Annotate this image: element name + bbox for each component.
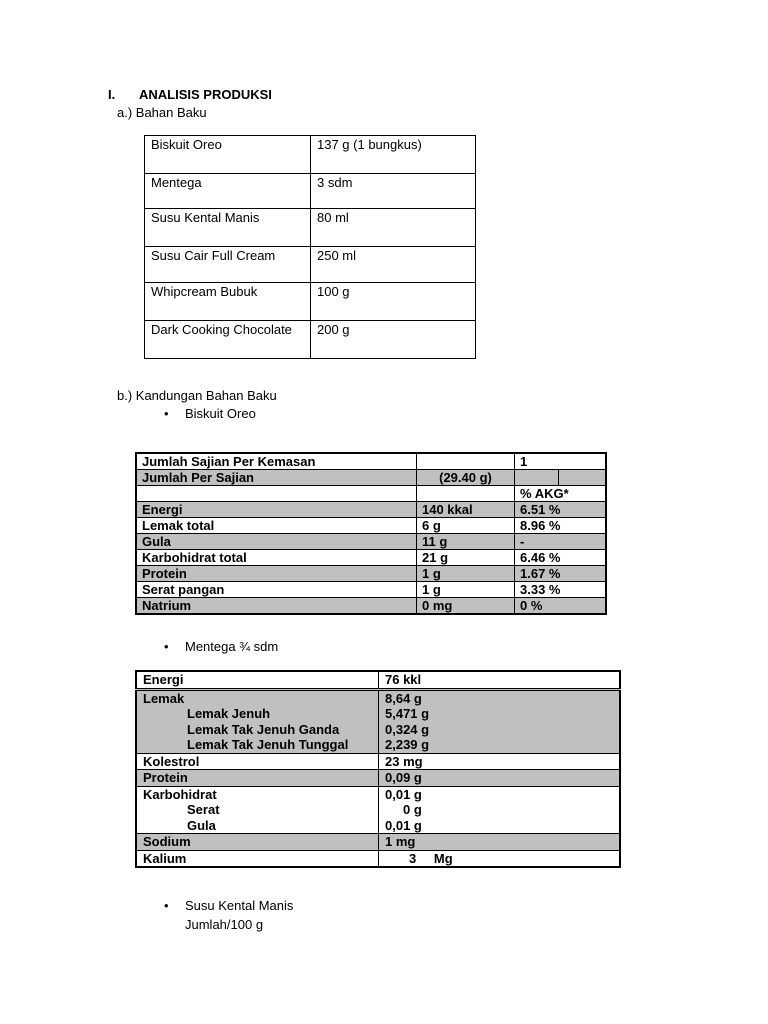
nutrient-name: Lemak Tak Jenuh Tunggal	[187, 737, 349, 752]
table-row	[136, 486, 606, 502]
empty-cell	[515, 470, 607, 486]
material-name: Mentega	[145, 174, 311, 209]
nutrient-name-group	[136, 689, 379, 753]
nutrient-name: Karbohidrat	[143, 786, 217, 802]
empty-cell	[417, 453, 515, 470]
section-heading	[108, 87, 272, 102]
material-amount: 137 g (1 bungkus)	[311, 136, 476, 174]
nutrient-name: Protein	[136, 566, 417, 582]
servings-label: Jumlah Sajian Per Kemasan	[136, 453, 417, 470]
material-amount: 100 g	[311, 283, 476, 321]
nutrient-name: Lemak	[143, 690, 185, 706]
bullet-dot-icon: •	[164, 639, 169, 654]
raw-materials-table	[144, 135, 476, 359]
bullet-mentega	[164, 639, 279, 654]
table-row	[136, 453, 606, 470]
material-name: Dark Cooking Chocolate	[145, 321, 311, 359]
nutrient-value: 1 g	[417, 566, 515, 582]
akg-header: % AKG*	[515, 486, 607, 502]
table-row	[136, 582, 606, 598]
bullet-dot-icon: •	[164, 898, 169, 913]
nutrient-akg: 3.33 %	[515, 582, 607, 598]
oreo-nutrition-table	[135, 452, 607, 615]
nutrient-value: 76 kkl	[379, 671, 621, 689]
table-row	[145, 209, 476, 247]
bullet-oreo	[164, 406, 256, 421]
servings-value: 1	[515, 453, 607, 470]
section-b-label: b.) Kandungan Bahan Baku	[117, 388, 277, 403]
nutrient-value: 0 g	[403, 802, 422, 817]
nutrient-value: 6 g	[417, 518, 515, 534]
table-row	[136, 534, 606, 550]
table-row	[136, 470, 606, 486]
skm-subtitle: Jumlah/100 g	[185, 917, 264, 932]
bullet-text: Mentega ¾ sdm	[185, 639, 279, 654]
nutrient-value: 1 mg	[379, 834, 621, 851]
nutrient-value: 0 mg	[417, 598, 515, 615]
nutrient-name: Gula	[136, 534, 417, 550]
nutrient-name: Kolestrol	[136, 753, 379, 770]
nutrient-value: 0,01 g	[385, 817, 422, 833]
bullet-skm	[164, 898, 294, 913]
empty-cell	[136, 486, 417, 502]
nutrient-name: Karbohidrat total	[136, 550, 417, 566]
nutrient-name: Protein	[136, 770, 379, 787]
material-amount: 80 ml	[311, 209, 476, 247]
table-row	[136, 502, 606, 518]
nutrient-name: Natrium	[136, 598, 417, 615]
material-name: Susu Kental Manis	[145, 209, 311, 247]
nutrient-name: Serat	[187, 802, 220, 817]
nutrient-name: Kalium	[136, 850, 379, 867]
table-row	[145, 247, 476, 283]
material-name: Whipcream Bubuk	[145, 283, 311, 321]
nutrient-value: 0,324 g	[385, 721, 430, 737]
table-row	[136, 671, 620, 689]
table-row	[136, 850, 620, 867]
nutrient-akg: 8.96 %	[515, 518, 607, 534]
nutrient-value-group	[379, 689, 621, 753]
nutrient-akg: -	[515, 534, 607, 550]
table-row	[136, 598, 606, 615]
bullet-text: Biskuit Oreo	[185, 406, 256, 421]
nutrient-name: Lemak Tak Jenuh Ganda	[187, 721, 340, 737]
bullet-text: Susu Kental Manis	[185, 898, 294, 913]
kalium-unit: Mg	[433, 850, 453, 866]
nutrient-value-group	[379, 786, 621, 834]
material-amount: 200 g	[311, 321, 476, 359]
nutrient-akg: 6.46 %	[515, 550, 607, 566]
nutrient-value: 2,239 g	[385, 737, 430, 752]
nutrient-value: 0,01 g	[385, 786, 422, 802]
material-name: Susu Cair Full Cream	[145, 247, 311, 283]
nutrient-name: Energi	[136, 671, 379, 689]
nutrient-akg: 6.51 %	[515, 502, 607, 518]
table-row	[136, 786, 620, 834]
heading-title: ANALISIS PRODUKSI	[139, 87, 272, 102]
table-row	[136, 834, 620, 851]
nutrient-value: 8,64 g	[385, 690, 422, 706]
nutrient-value: 0,09 g	[379, 770, 621, 787]
nutrient-name: Lemak total	[136, 518, 417, 534]
nutrient-name: Gula	[187, 817, 216, 833]
nutrient-name: Energi	[136, 502, 417, 518]
nutrient-value: 5,471 g	[385, 706, 430, 721]
per-serving-value: (29.40 g)	[417, 470, 515, 486]
table-row	[136, 753, 620, 770]
section-a-label: a.) Bahan Baku	[117, 105, 207, 120]
table-row	[136, 770, 620, 787]
kalium-amount: 3	[409, 850, 417, 866]
nutrient-value: 23 mg	[379, 753, 621, 770]
nutrient-name-group	[136, 786, 379, 834]
table-row	[145, 136, 476, 174]
material-name: Biskuit Oreo	[145, 136, 311, 174]
bullet-dot-icon: •	[164, 406, 169, 421]
nutrient-value: 21 g	[417, 550, 515, 566]
per-serving-label: Jumlah Per Sajian	[136, 470, 417, 486]
nutrient-name: Serat pangan	[136, 582, 417, 598]
heading-number: I.	[108, 87, 116, 102]
table-row	[136, 518, 606, 534]
nutrient-akg: 1.67 %	[515, 566, 607, 582]
table-row	[136, 689, 620, 753]
nutrient-name: Lemak Jenuh	[187, 706, 271, 721]
table-row	[145, 321, 476, 359]
nutrient-value: 11 g	[417, 534, 515, 550]
material-amount: 250 ml	[311, 247, 476, 283]
nutrient-value: 140 kkal	[417, 502, 515, 518]
nutrient-akg: 0 %	[515, 598, 607, 615]
empty-cell	[417, 486, 515, 502]
material-amount: 3 sdm	[311, 174, 476, 209]
table-row	[136, 550, 606, 566]
nutrient-value	[379, 850, 621, 867]
mentega-nutrition-table	[135, 670, 621, 868]
nutrient-name: Sodium	[136, 834, 379, 851]
nutrient-value: 1 g	[417, 582, 515, 598]
table-row	[145, 174, 476, 209]
table-row	[145, 283, 476, 321]
table-row	[136, 566, 606, 582]
